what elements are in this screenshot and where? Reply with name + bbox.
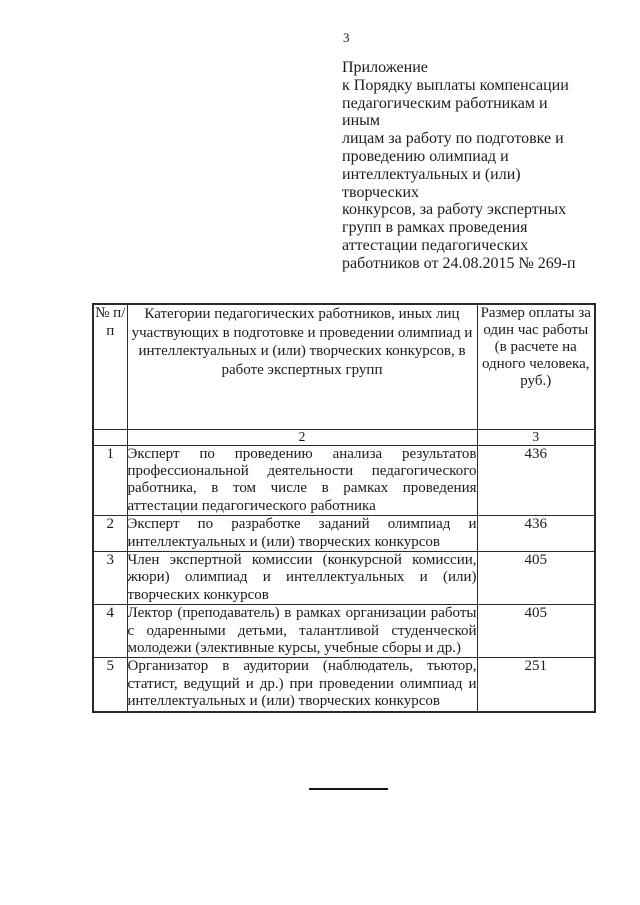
appendix-line: аттестации педагогических [342,236,529,254]
footer-separator-line [309,788,388,790]
table-row [93,551,595,604]
column-numbering-row [93,429,595,445]
header-cell-rate: Размер оплаты за один час работы (в расчете на одного человека, руб.) [477,304,595,429]
row-rate-cell: 436 [477,445,595,516]
appendix-line: Приложение [342,59,428,76]
appendix-line: проведению олимпиад и [342,147,509,165]
numbering-cell-category: 2 [127,429,477,445]
row-rate-cell: 405 [477,605,595,658]
row-category-cell: Организатор в аудитории (наблюдатель, тьютор, статист, ведущий и др.) при проведении олимпиад и интеллектуальных и (или) творческих конкурсов [127,658,477,712]
appendix-note [342,59,582,273]
table-row [93,445,595,516]
row-category-cell: Эксперт по проведению анализа результатов профессиональной деятельности педагогического работника, в том числе в рамках проведения аттестации педагогического работника [127,445,477,514]
row-number-cell: 4 [93,605,127,658]
row-category-cell: Эксперт по разработке заданий олимпиад и интеллектуальных и (или) творческих конкурсов [127,516,477,550]
page-number: 3 [343,30,350,45]
numbering-cell-rate: 3 [477,429,595,445]
table-row [93,516,595,552]
appendix-line: интеллектуальных и (или) творческих [342,165,521,201]
appendix-line: конкурсов, за работу экспертных [342,201,567,219]
row-rate-cell: 436 [477,516,595,552]
row-rate-cell: 405 [477,551,595,604]
row-number-cell: 2 [93,516,127,552]
rates-table [92,303,596,713]
appendix-line: групп в рамках проведения [342,219,528,237]
table-row [93,658,595,712]
table-header-row [93,304,595,429]
appendix-line: лицам за работу по подготовке и [342,130,564,148]
row-number-cell: 3 [93,551,127,604]
header-cell-num: № п/п [93,304,127,429]
row-category-cell: Член экспертной комиссии (конкурсной комиссии, жюри) олимпиад и интеллектуальных и (или) творческих конкурсов [127,551,477,603]
header-cell-category: Категории педагогических работников, иных лиц участвующих в подготовке и проведении олимпиад и интеллектуальных и (или) творческих конкурсов, в работе экспертных групп [127,304,477,429]
table-row [93,605,595,658]
appendix-line: к Порядку выплаты компенсации [342,76,569,94]
row-number-cell: 5 [93,658,127,712]
row-rate-cell: 251 [477,658,595,712]
row-number-cell: 1 [93,445,127,516]
appendix-line: работников от 24.08.2015 № 269-п [342,254,576,272]
numbering-cell-num [93,429,127,445]
row-category-cell: Лектор (преподаватель) в рамках организации работы с одаренными детьми, талантливой студенческой молодежи (элективные курсы, учебные сборы и др.) [127,605,477,656]
appendix-line: педагогическим работникам и иным [342,94,548,130]
